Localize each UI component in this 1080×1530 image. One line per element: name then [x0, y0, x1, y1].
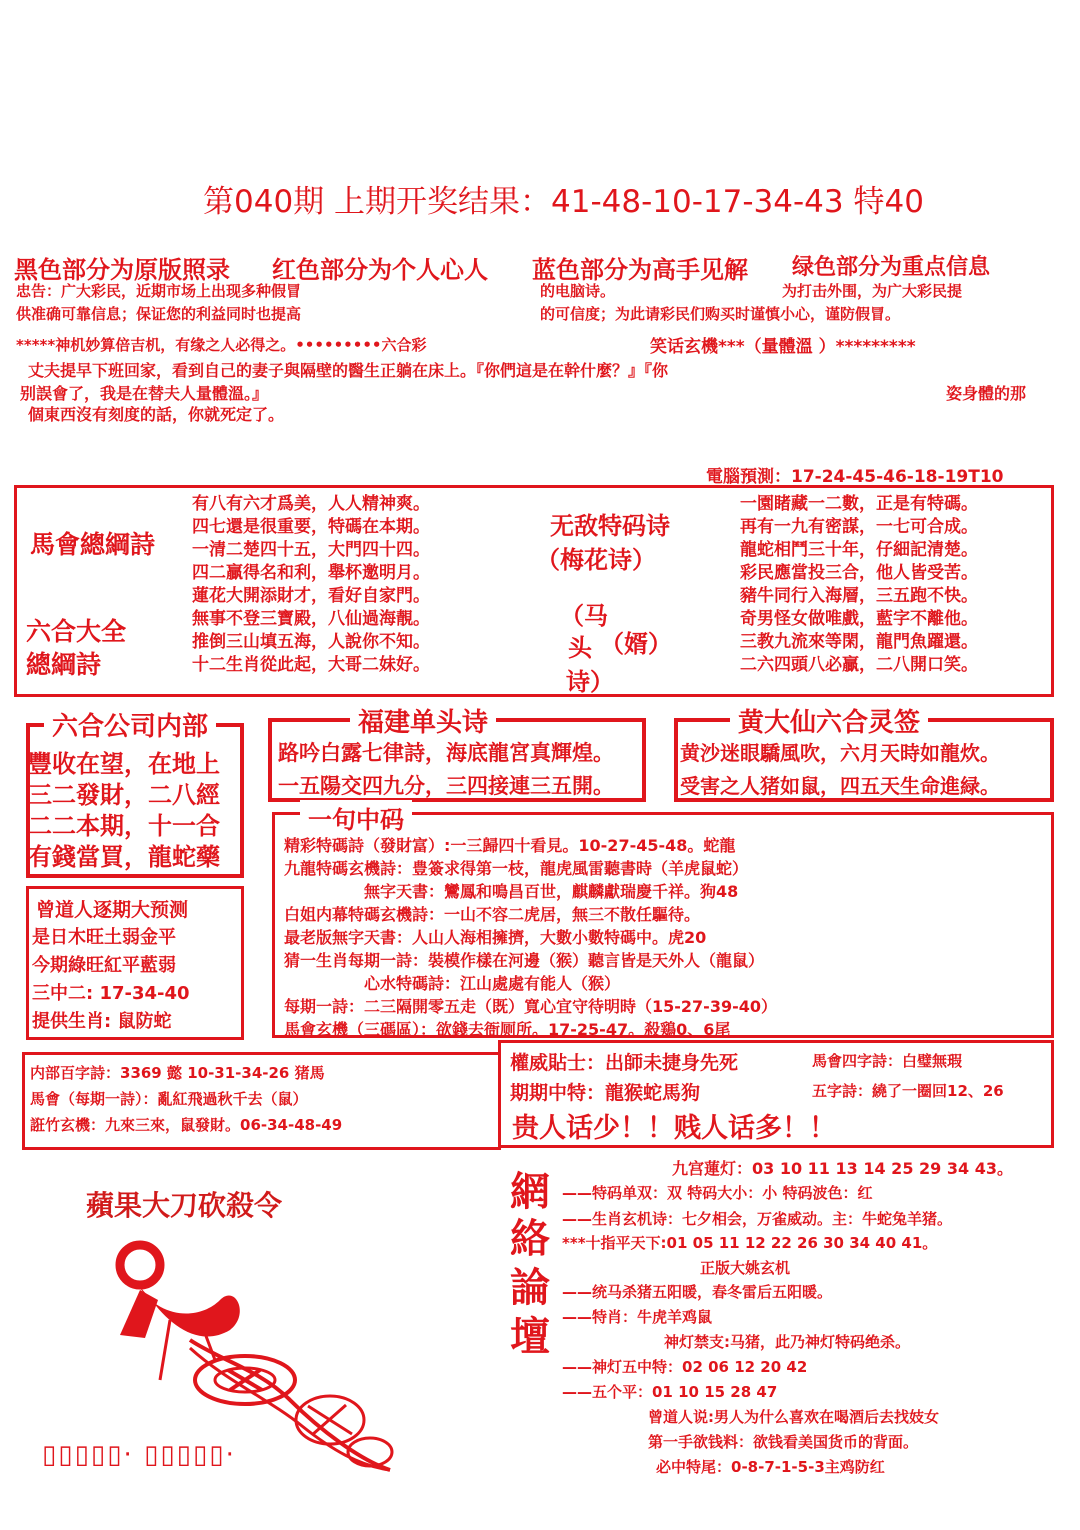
- joke-line2: 别誤會了，我是在替夫人量體溫。』: [20, 384, 269, 403]
- yiju-line: 白姐内幕特碼玄機詩：一山不容二虎居，無三不散任驅待。: [284, 905, 701, 924]
- yiju-lines: [284, 834, 777, 1041]
- poem-left-title2a: 六合大全: [26, 617, 127, 646]
- quanwei-line2-right: 五字詩：繞了一圈回12、26: [812, 1082, 1004, 1100]
- poem-right-line: 奇男怪女做唯戲，藍字不離他。: [740, 609, 978, 629]
- poem-left-line: 十二生肖從此起，大哥二妹好。: [192, 655, 430, 675]
- forum-line: 神灯禁支:马猪，此乃神灯特码绝杀。: [664, 1333, 911, 1351]
- forum-line: 第一手欲钱料：欲钱看美国货币的背面。: [648, 1433, 919, 1451]
- notice-line1-mid: 的电脑诗。: [540, 282, 616, 300]
- joke-line3: 個東西沒有刻度的話，你就死定了。: [28, 405, 285, 424]
- company-title: 六合公司内部: [44, 706, 216, 743]
- apple-footer: [42, 1440, 236, 1470]
- notice-line2-right: 的可信度；为此请彩民们购买时谨慎小心，谨防假冒。: [540, 305, 901, 323]
- yiju-line: 每期一詩：二三隔開零五走（既）寬心宜守待明時（15-27-39-40）: [284, 997, 777, 1016]
- forum-side-char: 網: [510, 1168, 550, 1215]
- daoren-line: 今期綠旺紅平藍弱: [32, 955, 176, 976]
- huang-line1: 黄沙迷眼驕風吹，六月天時如龍炊。: [680, 741, 1000, 765]
- forum-line: ——特肖：牛虎羊鸡鼠: [562, 1308, 713, 1326]
- yiju-line: 精彩特碼詩（發財富）:一三歸四十看見。10-27-45-48。蛇龍: [284, 836, 736, 855]
- poem-left-line: 四七還是很重要，特碼在本期。: [192, 517, 430, 537]
- company-line: 豐收在望，在地上: [28, 749, 220, 778]
- apple-footer-glyphs: ▯▯▯▯▯· ▯▯▯▯▯·: [42, 1440, 236, 1470]
- company-line: 有錢當買，龍蛇藥: [28, 842, 220, 871]
- poem-mid-ma: （马: [560, 601, 608, 630]
- poem-right-line: 豬牛同行入海層，三五跑不快。: [740, 586, 978, 606]
- poem-left-line: 四二贏得名和利，舉杯邀明月。: [192, 563, 430, 583]
- forum-line: ***十指平天下:01 05 11 12 22 26 30 34 40 41。: [562, 1234, 938, 1252]
- joke-line2-right: 姿身體的那: [946, 384, 1027, 403]
- joke-head-left: *****神机妙算倍吉机，有缘之人必得之。•••••••••六合彩: [16, 336, 427, 354]
- forum-line: ——五个平：01 10 15 28 47: [562, 1383, 778, 1401]
- yiju-title: 一句中码: [300, 800, 412, 835]
- company-lines: [28, 748, 220, 872]
- quanwei-line1-right: 馬會四字詩：白璧無瑕: [812, 1052, 963, 1070]
- legend-blue: 蓝色部分为高手见解: [532, 256, 748, 284]
- poem-left-title: 馬會總綱詩: [30, 530, 156, 559]
- poem-right-line: 再有一九有密謀，一七可合成。: [740, 517, 978, 537]
- baizi-line1: 内部百字詩：3369 懿 10-31-34-26 猪馬: [30, 1064, 325, 1082]
- forum-line: 曾道人说:男人为什么喜欢在喝酒后去找妓女: [648, 1408, 940, 1426]
- poem-right-line: 一園睹藏一二數，正是有特碼。: [740, 494, 978, 514]
- notice-line1-right: 为打击外围，为广大彩民提: [782, 282, 963, 300]
- joke-line1: 丈夫提早下班回家，看到自己的妻子與隔壁的醫生正躺在床上。『你們這是在幹什麼？』『你: [28, 361, 669, 380]
- daoren-line: 是日木旺土弱金平: [32, 927, 176, 948]
- sword-illustration: [40, 1230, 440, 1530]
- result-line: 第040期 上期开奖结果：41-48-10-17-34-43 特40: [203, 184, 924, 220]
- forum-side-char: 壇: [510, 1313, 550, 1360]
- yiju-line: 猜一生肖每期一詩：裝模作樣在河邊（猴）聽言皆是天外人（龍鼠）: [284, 951, 765, 970]
- poem-mid-sub: （梅花诗）: [536, 545, 656, 574]
- yiju-line: 心水特碼詩：江山處處有能人（猴）: [364, 974, 621, 993]
- notice-line1-left: 忠告：广大彩民，近期市场上出现多种假冒: [16, 282, 302, 300]
- poem-mid-title: 无敌特码诗: [550, 511, 670, 540]
- quanwei-line2-left: 期期中特：龍猴蛇馬狗: [510, 1082, 701, 1104]
- company-line: 三二發財，二八經: [28, 780, 220, 809]
- forum-line: 正版大姚玄机: [700, 1259, 791, 1277]
- quanwei-line1-left: 權威貼士：出師未捷身先死: [510, 1052, 739, 1074]
- forum-line: ——特码单双：双 特码大小：小 特码波色：红: [562, 1184, 873, 1202]
- poem-right-line: 彩民應當投三合，他人皆受苦。: [740, 563, 978, 583]
- forum-line: 九宫蓮灯：03 10 11 13 14 25 29 34 43。: [672, 1159, 1013, 1178]
- baizi-line3: 誑竹玄機：九來三來，鼠發財。06-34-48-49: [30, 1116, 343, 1134]
- poem-mid-shi: 诗）: [566, 667, 614, 696]
- poem-left-line: 有八有六才爲美，人人精神爽。: [192, 494, 430, 514]
- poem-left-lines: [192, 493, 430, 677]
- yiju-line: 無字天書：鸞鳳和鳴昌百世，麒麟獻瑞慶千祥。狗48: [364, 882, 739, 901]
- forum-line: ——统马杀猪五阳暖，春冬雷后五阳暖。: [562, 1283, 833, 1301]
- fujian-line2: 一五陽交四九分，三四接連三五開。: [278, 773, 614, 798]
- poem-left-line: 蓮花大開添財才，看好自家門。: [192, 586, 430, 606]
- daoren-line: 三中二: 17-34-40: [32, 983, 190, 1004]
- huang-title: 黄大仙六合灵签: [730, 702, 928, 739]
- poem-mid-tou: 头: [568, 633, 592, 662]
- forum-side-char: 絡: [510, 1215, 550, 1262]
- poem-left-title2b: 總綱詩: [26, 650, 102, 679]
- daoren-title: 曾道人逐期大预测: [36, 899, 189, 921]
- company-line: 二二本期，十一合: [28, 811, 220, 840]
- daoren-lines: [32, 924, 190, 1036]
- forum-line: 必中特尾：0-8-7-1-5-3主鸡防红: [656, 1458, 885, 1476]
- forum-side-char: 論: [510, 1264, 550, 1311]
- legend-green: 绿色部分为重点信息: [792, 255, 991, 280]
- poem-right-line: 二六四頭八必贏，二八開口笑。: [740, 655, 978, 675]
- poem-left-line: 無事不登三寶殿，八仙過海靚。: [192, 609, 430, 629]
- yiju-line: 九龍特碼玄機詩：豊簽求得第一枝，龍虎風雷聽書時（羊虎鼠蛇）: [284, 859, 749, 878]
- yiju-line: 馬會玄機（三碼區）：欲錢去衙厕所。17-25-47。殺鶏0、6尾: [284, 1020, 731, 1039]
- yiju-line: 最老版無字天書：人山人海相擁擠，大數小數特碼中。虎20: [284, 928, 707, 947]
- fujian-line1: 路吟白露七律詩，海底龍宮真輝煌。: [278, 740, 614, 765]
- computer-forecast: 電腦預測：17-24-45-46-18-19T10: [706, 467, 1004, 487]
- joke-head-right: 笑话玄機***（量體溫 ）*********: [650, 337, 916, 357]
- daoren-line: 提供生肖: 鼠防蛇: [32, 1011, 172, 1032]
- apple-title: 蘋果大刀砍殺令: [86, 1189, 283, 1222]
- huang-line2: 受害之人猪如鼠，四五天生命進緑。: [680, 774, 1000, 798]
- poem-left-line: 一清二楚四十五，大門四十四。: [192, 540, 430, 560]
- baizi-line2: 馬會（每期一詩）：亂紅飛過秋千去（鼠）: [30, 1090, 308, 1108]
- quanwei-slogan: 贵人话少！！贱人话多！！: [512, 1113, 836, 1144]
- poem-right-line: 三教九流來等閑，龍門魚躍還。: [740, 632, 978, 652]
- poem-right-lines: [740, 493, 978, 677]
- fujian-title: 福建单头诗: [350, 702, 496, 739]
- forum-line: ——神灯五中特：02 06 12 20 42: [562, 1358, 808, 1376]
- poem-left-line: 推倒三山填五海，人說你不知。: [192, 632, 430, 652]
- notice-line2-left: 供准确可靠信息；保证您的利益同时也提高: [16, 305, 302, 323]
- poem-mid-qing: （婿）: [600, 629, 672, 658]
- forum-line: ——生肖玄机诗：七夕相会，万雀威动。主：牛蛇兔羊猪。: [562, 1210, 953, 1228]
- poem-right-line: 龍蛇相鬥三十年，仔細記清楚。: [740, 540, 978, 560]
- legend-black: 黑色部分为原版照录: [14, 256, 230, 284]
- legend-red: 红色部分为个人心人: [272, 256, 488, 284]
